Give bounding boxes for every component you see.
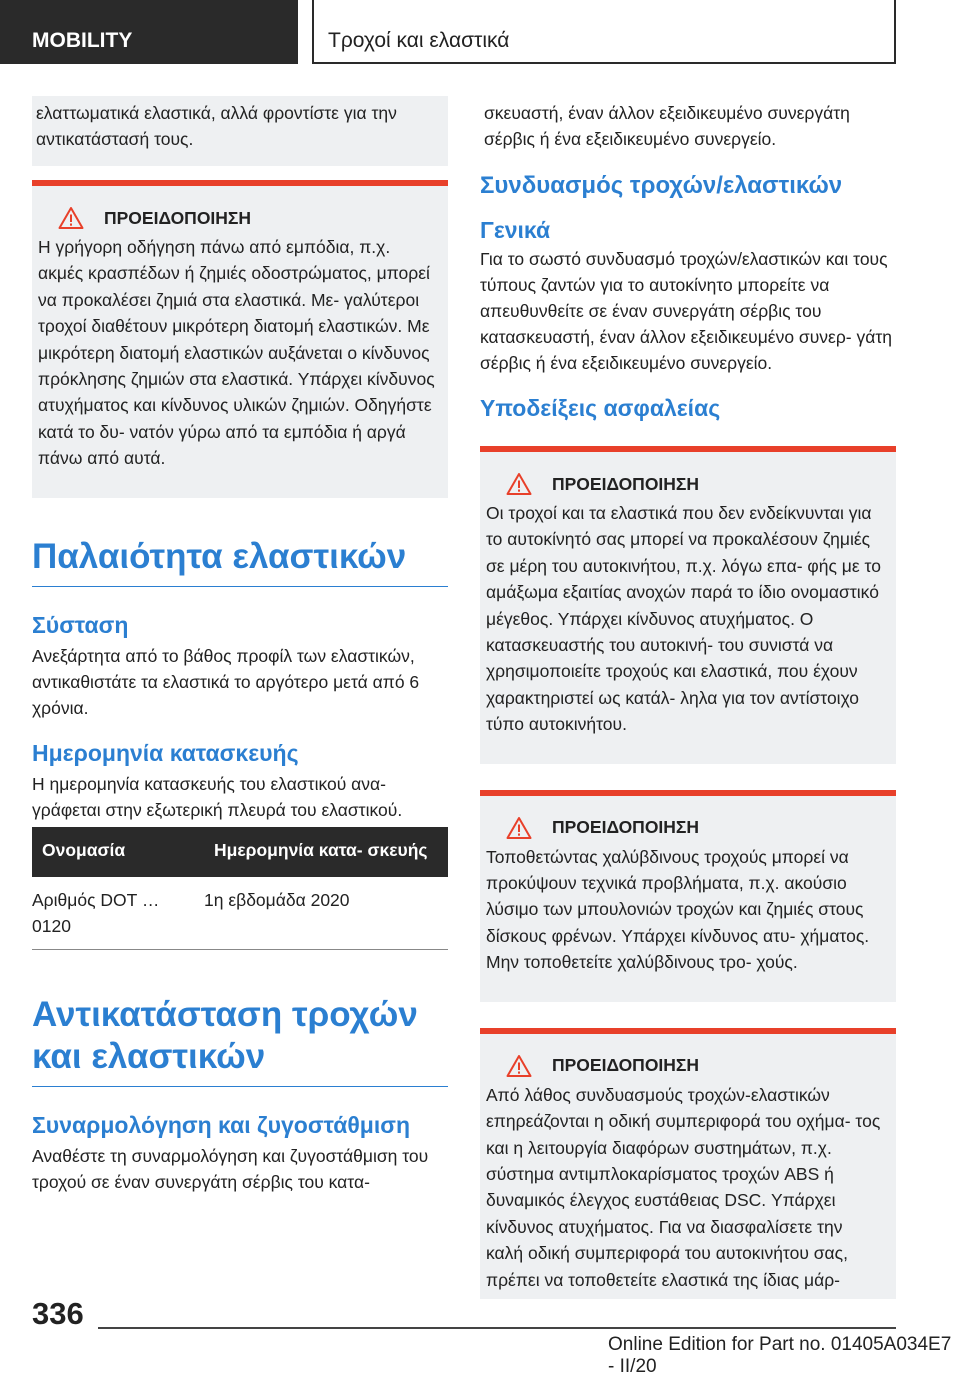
table-header-row xyxy=(32,827,448,877)
subheading-general: Γενικά xyxy=(480,217,551,243)
warning-box-1 xyxy=(32,180,448,498)
warning-header xyxy=(38,206,436,230)
table-header-cell: Ονομασία xyxy=(32,827,204,877)
section-heading-tire-age: Παλαιότητα ελαστικών xyxy=(32,536,448,587)
general-text: Για το σωστό συνδυασμό τροχών/ελαστικών και τους τύπους ζαντών για το αυτοκίνητο μπορείτε να απευθυνθείτε σε έναν συνεργάτη σέρβις του κατασκευαστή, έναν άλλον εξειδικευμένο συνερ- γάτη σέρβις ή ένα εξειδικευμένο συνεργείο. xyxy=(480,249,893,373)
intro-text: ελαττωματικά ελαστικά, αλλά φροντίστε για την αντικατάστασή τους. xyxy=(36,103,397,149)
table-cell: 1η εβδομάδα 2020 xyxy=(204,877,448,950)
warning-header xyxy=(486,1054,884,1078)
footer-divider xyxy=(98,1327,896,1329)
right-column xyxy=(480,96,896,1299)
warning-label: ΠΡΟΕΙΔΟΠΟΙΗΣΗ xyxy=(104,207,252,228)
section-heading-replacement: Αντικατάσταση τροχών και ελαστικών xyxy=(32,994,448,1087)
warning-text: Από λάθος συνδυασμούς τροχών-ελαστικών επηρεάζονται η οδική συμπεριφορά του οχήμα- τος και η λειτουργία διαφόρων συστημάτων, π.χ. σύστημα αντιμπλοκαρίσματος τροχών ABS ή δυναμικός έλεγχος ευστάθειας DSC. Υπάρχει κίνδυνος ατυχήματος. Για να διασφαλίσετε την καλή οδική συμπεριφορά του αυτοκινήτου σας, πρέπει να τοποθετείτε ελαστικά της ίδιας μάρ- xyxy=(486,1084,881,1290)
warning-triangle-icon xyxy=(506,816,532,840)
warning-header xyxy=(486,816,884,840)
manufacture-text: Η ημερομηνία κατασκευής του ελαστικού ανα- γράφεται στην εξωτερική πλευρά του ελαστικού. xyxy=(32,773,403,820)
warning-triangle-icon xyxy=(506,1054,532,1078)
warning-text: Η γρήγορη οδήγηση πάνω από εμπόδια, π.χ. ακμές κρασπέδων ή ζημιές οδοστρώματος, μπορεί να προκαλέσει ζημιά στα ελαστικά. Με- γαλύτεροι τροχοί διαθέτουν μικρότερη διατομή ελαστικών. Με μικρότερη διατομή ελαστικών αυξάνεται ο κίνδυνος πρόκλησης ζημιών στα ελαστικά. Υπάρχει κίνδυνος ατυχήματος και κίνδυνος υλικών ζημιών. Οδηγήστε κατά το δυ- νατόν γύρω από τα εμπόδια ή αργά πάνω από αυτά. xyxy=(38,237,435,469)
warning-text: Οι τροχοί και τα ελαστικά που δεν ενδείκνυνται για το αυτοκίνητό σας μπορεί να προκαλέσουν ζημιές σε μέρη του αυτοκινήτου, π.χ. λόγω επα- φής με το αμάξωμα εξαιτίας ανοχών παρά το ίδιο ονομαστικό μέγεθος. Υπάρχει κίνδυνος ατυχήματος. Ο κατασκευαστής του αυτοκινή- του συνιστά να χρησιμοποιείτε τροχούς και ελαστικά, που έχουν χαρακτηριστεί ως κατάλ- ληλα για τον αντίστοιχο τύπο αυτοκινήτου. xyxy=(486,503,881,735)
page-number: 336 xyxy=(32,1296,84,1331)
chapter-title: Τροχοί και ελαστικά xyxy=(312,0,896,64)
warning-label: ΠΡΟΕΙΔΟΠΟΙΗΣΗ xyxy=(552,817,700,838)
warning-box-3 xyxy=(480,790,896,1002)
warning-label: ΠΡΟΕΙΔΟΠΟΙΗΣΗ xyxy=(552,473,700,494)
left-column xyxy=(32,96,448,1195)
section-label: MOBILITY xyxy=(0,0,298,64)
intro-block xyxy=(32,96,448,166)
subheading-recommendation: Σύσταση xyxy=(32,611,129,638)
mounting-text: Αναθέστε τη συναρμολόγηση και ζυγοστάθμιση του τροχού σε έναν συνεργάτη σέρβις του κατα- xyxy=(32,1145,429,1192)
warning-box-4 xyxy=(480,1028,896,1299)
warning-text: Τοποθετώντας χαλύβδινους τροχούς μπορεί να προκύψουν τεχνικά προβλήματα, π.χ. ακούσιο λύσιμο των μπουλονιών τροχών και ζημιές στους δίσκους φρένων. Υπάρχει κίνδυνος ατυ- χήματος. Μην τοποθετείτε χαλύβδινους τρο- χούς. xyxy=(486,846,870,973)
warning-label: ΠΡΟΕΙΔΟΠΟΙΗΣΗ xyxy=(552,1055,700,1076)
subheading-manufacture-date: Ημερομηνία κατασκευής xyxy=(32,739,299,766)
dot-table xyxy=(32,827,448,950)
table-cell: Αριθμός DOT … 0120 xyxy=(32,877,204,950)
page-header xyxy=(0,0,960,66)
subheading-safety: Υποδείξεις ασφαλείας xyxy=(480,395,721,421)
warning-header xyxy=(486,472,884,496)
table-row xyxy=(32,877,448,950)
warning-triangle-icon xyxy=(506,472,532,496)
table-header-cell: Ημερομηνία κατα- σκευής xyxy=(204,827,448,877)
continued-text: σκευαστή, έναν άλλον εξειδικευμένο συνεργάτη σέρβις ή ένα εξειδικευμένο συνεργείο. xyxy=(484,103,850,149)
subheading-mounting: Συναρμολόγηση και ζυγοστάθμιση xyxy=(32,1111,411,1138)
edition-note: Online Edition for Part no. 01405A034E7 - II/20 xyxy=(608,1334,952,1377)
warning-box-2 xyxy=(480,446,896,764)
recommendation-text: Ανεξάρτητα από το βάθος προφίλ των ελαστικών, αντικαθιστάτε τα ελαστικά το αργότερο μετά από 6 χρόνια. xyxy=(32,645,420,718)
warning-triangle-icon xyxy=(58,206,84,230)
section-heading-combination: Συνδυασμός τροχών/ελαστικών xyxy=(480,172,843,199)
